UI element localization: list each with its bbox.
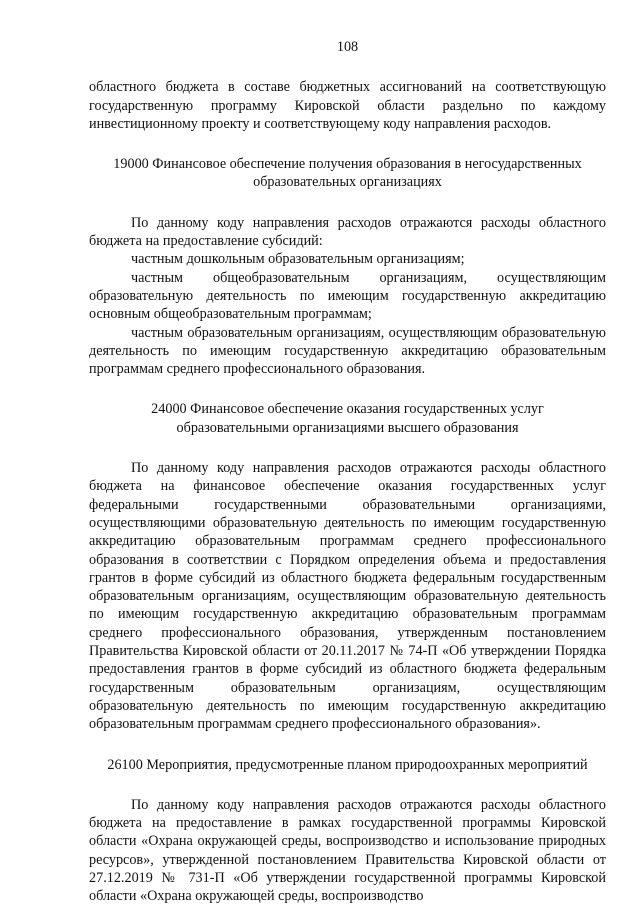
page-number: 108 <box>336 39 359 55</box>
section-heading-24000: 24000 Финансовое обеспечение оказания государственных услуг образовательными организациями высшего образования <box>151 401 544 436</box>
section-19000-paragraph: частным общеобразовательным организациям, осуществляющим образовательную деятельность по имеющим государственную аккредитацию основным общеобразовательным программам; <box>89 269 606 323</box>
section-26100-paragraph: По данному коду направления расходов отражаются расходы областного бюджета на предоставление в рамках государственной программы Кировской области «Охрана окружающей среды, воспроизводство и использование природных ресурсов», утвержденной постановлением Правительства Кировской области от 27.12.2019 № 731-П «Об утверждении государственной программы Кировской области «Охрана окружающей среды, воспроизводство <box>89 796 606 905</box>
section-19000-paragraph: По данному коду направления расходов отражаются расходы областного бюджета на предоставление субсидий: <box>89 214 606 250</box>
section-19000-paragraph: частным дошкольным образовательным организациям; <box>131 251 465 268</box>
intro-paragraph: областного бюджета в составе бюджетных ассигнований на соответствующую государственную программу Кировской области раздельно по каждому инвестиционному проекту и соответствующему коду направления расходов. <box>89 79 606 132</box>
section-heading-26100: 26100 Мероприятия, предусмотренные планом природоохранных мероприятий <box>107 756 588 773</box>
section-24000-paragraph: По данному коду направления расходов отражаются расходы областного бюджета на финансовое обеспечение оказания государственных услуг федеральными государственными образовательными организациями, осуществляющими образовательную деятельность по имеющим государственную аккредитацию образовательным программам среднего профессионального образования в соответствии с Порядком определения объема и предоставления грантов в форме субсидий из областного бюджета федеральным государственным образовательным организациям, осуществляющим образовательную деятельность по имеющим государственную аккредитацию образовательным программам среднего профессионального образования, утвержденным постановлением Правительства Кировской области от 20.11.2017 № 74-П «Об утверждении Порядка предоставления грантов в форме субсидий из областного бюджета федеральным государственным образовательным организациям, осуществляющим образовательную деятельность по имеющим государственную аккредитацию образовательным программам среднего профессионального образования». <box>89 460 606 733</box>
section-19000-paragraph: частным образовательным организациям, осуществляющим образовательную деятельность по имеющим государственную аккредитацию образовательным программам среднего профессионального образования. <box>89 324 606 378</box>
section-heading-19000: 19000 Финансовое обеспечение получения образования в негосударственных образовательных организациях <box>113 156 582 191</box>
